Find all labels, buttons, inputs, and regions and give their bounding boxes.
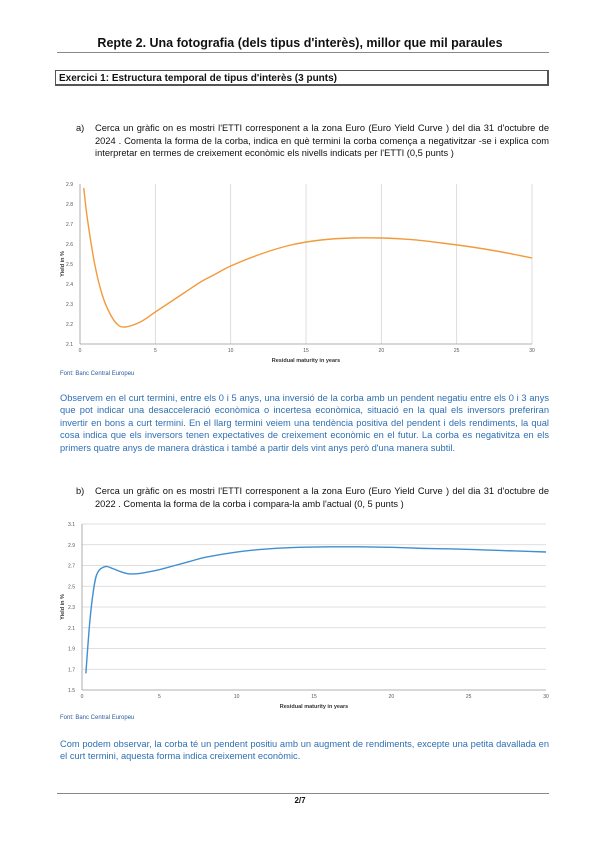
y-tick-label: 2.3 [68,605,75,611]
x-tick-label: 10 [227,348,234,354]
y-tick-label: 2.2 [66,322,73,328]
y-tick-label: 2.7 [68,563,75,570]
y-tick-label: 2.1 [66,342,73,348]
x-tick-label: 5 [153,348,157,354]
y-axis-label: Yield in % [60,251,66,277]
y-tick-label: 1.5 [68,688,75,694]
question-a-marker: a) [76,123,85,133]
x-axis-label: Residual maturity in years [271,358,341,364]
source-note-b: Font: Banc Central Europeu [60,715,135,721]
y-tick-label: 2.7 [66,222,73,228]
question-b-text: Cerca un gràfic on es mostri l'ETTI corresponent a la zona Euro (Euro Yield Curve ) del dia 31 d'octubre de 2022 . Comenta la forma de la corba i compara-la amb l'actual (0, 5 punts ) [95,486,549,509]
question-b-marker: b) [76,486,85,496]
document-title: Repte 2. Una fotografia (dels tipus d'interès), millor que mil paraules [97,36,503,50]
y-tick-label: 2.5 [66,262,73,268]
x-tick-label: 30 [529,348,535,354]
page-number: 2/7 [294,796,306,805]
y-tick-label: 1.9 [68,646,75,653]
x-tick-label: 30 [543,694,549,700]
yield-curve-chart-2022 [58,518,550,714]
y-tick-label: 2.3 [66,302,73,308]
y-tick-label: 1.7 [68,667,75,674]
y-tick-label: 3.1 [68,522,75,528]
section-heading: Exercici 1: Estructura temporal de tipus d'interès (3 punts) [55,70,549,86]
x-tick-label: 25 [453,348,460,354]
x-tick-label: 5 [157,694,161,700]
header-divider [57,52,549,53]
question-a-text: Cerca un gràfic on es mostri l'ETTI corresponent a la zona Euro (Euro Yield Curve ) del dia 31 d'octubre de 2024 . Comenta la forma de la corba, indica en què termini la corba comença a negativitzar -se i explica com interpretar en termes de creixement econòmic els nivells indicats per l'ETTI (0,5 punts ) [95,123,549,158]
yield-curve-2022-svg [58,518,550,714]
source-note-a: Font: Banc Central Europeu [60,371,135,377]
x-tick-label: 15 [303,348,309,354]
x-tick-label: 0 [80,694,84,700]
answer-b-text: Com podem observar, la corba té un pendent positiu amb un augment de rendiments, excepte una petita davallada en el curt termini, aquesta forma indica creixement econòmic. [60,739,549,762]
y-tick-label: 2.6 [66,242,73,248]
y-tick-label: 2.1 [68,625,75,632]
yield-curve-line [84,188,532,327]
y-tick-label: 2.8 [66,202,73,208]
answer-a-text: Observem en el curt termini, entre els 0 i 5 anys, una inversió de la corba amb un pendent negatiu entre els 0 i 3 anys que pot indicar una desacceleració econòmica o incertesa econòmica, situació en la qual els inversors preferiran invertir en bons a curt termini. En el llarg termini veiem una tendència positiva del pendent i dels rendiments, la qual cosa indica que els inversors tenen expectatives de creixement econòmic en el futur. La corba es negativitza en els primers quatre anys de manera dràstica i també a partir dels vint anys però d'una manera subtil. [60,393,549,453]
x-tick-label: 20 [378,348,385,354]
x-tick-label: 25 [465,694,472,700]
x-axis-label: Residual maturity in years [279,704,349,710]
x-tick-label: 0 [78,348,82,354]
yield-curve-2024-svg [58,178,548,368]
footer-divider [57,793,549,794]
y-axis-label: Yield in % [60,594,66,620]
x-tick-label: 20 [388,694,395,700]
y-tick-label: 2.5 [68,584,75,591]
y-tick-label: 2.9 [68,542,75,549]
y-tick-label: 2.4 [66,282,73,288]
yield-curve-chart-2024 [58,178,548,368]
x-tick-label: 10 [233,694,240,700]
y-tick-label: 2.9 [66,182,73,188]
x-tick-label: 15 [311,694,317,700]
